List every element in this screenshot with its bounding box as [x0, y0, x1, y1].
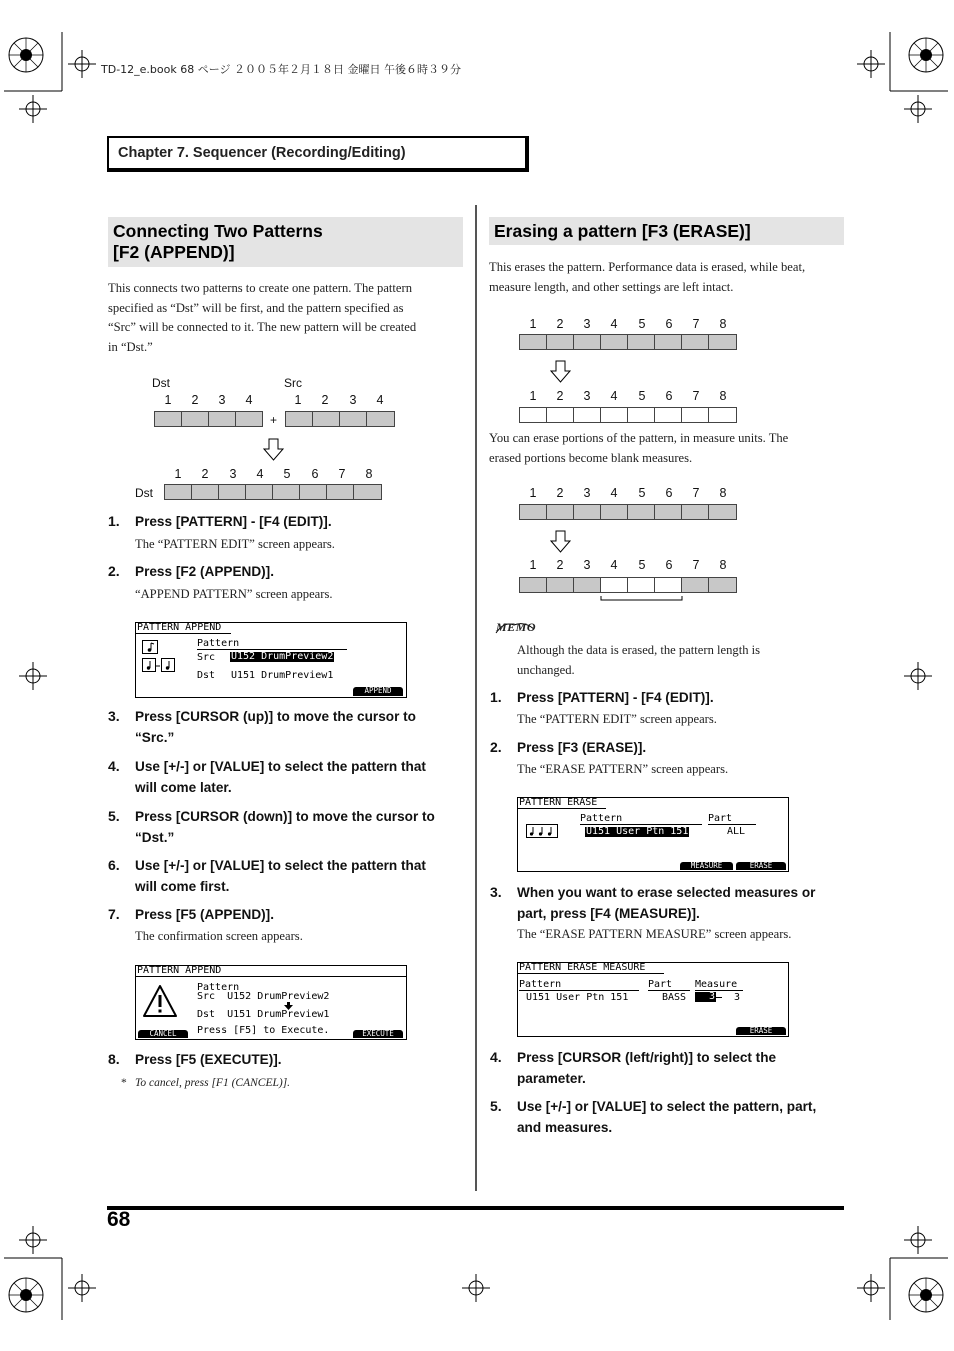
step-number: 3. [490, 884, 502, 900]
dst-label: Dst [152, 376, 170, 390]
measure-num: 8 [719, 486, 727, 500]
range-dash [716, 997, 722, 998]
step-number: 4. [490, 1049, 502, 1065]
step-number: 5. [490, 1098, 502, 1114]
lcd-dst-label: Dst [197, 670, 216, 681]
lcd-pattern-value: U151 User Ptn 151 [586, 826, 689, 837]
lcd-part-label: Part [708, 813, 733, 824]
lcd-pattern-label: Pattern [197, 638, 240, 649]
measure-cell [181, 411, 209, 427]
step-number: 5. [108, 808, 120, 824]
measure-cell [546, 407, 574, 423]
measure-num: 2 [556, 558, 564, 572]
measure-cell [681, 504, 709, 520]
lcd-tab-erase: ERASE [736, 1027, 786, 1035]
step-sub: The “ERASE PATTERN MEASURE” screen appears. [517, 927, 792, 941]
lcd-part-label: Part [648, 979, 673, 990]
measure-cell [681, 577, 709, 593]
step-number: 3. [108, 708, 120, 724]
measure-num: 2 [556, 486, 564, 500]
down-arrow-icon [550, 530, 572, 554]
section-title-line1: Connecting Two Patterns [113, 221, 323, 241]
step-sub: The confirmation screen appears. [135, 929, 303, 943]
lcd-measure-label: Measure [695, 979, 738, 990]
result-dst-label: Dst [135, 486, 153, 500]
step-text-line: Press [CURSOR (up)] to move the cursor to [135, 709, 416, 724]
measure-cell [573, 577, 601, 593]
step-text-line: and measures. [517, 1120, 613, 1135]
down-arrow-icon [263, 438, 285, 462]
measure-num: 1 [529, 389, 537, 403]
measure-cell-erased [627, 577, 655, 593]
result-num: 5 [283, 467, 291, 481]
measure-cell-erased [654, 577, 682, 593]
result-num: 4 [256, 467, 264, 481]
intro-line: measure length, and other settings are left intact. [489, 279, 734, 294]
dst-num: 2 [191, 393, 199, 407]
chapter-box [107, 136, 529, 172]
append-intro [108, 279, 468, 357]
measure-num: 4 [610, 486, 618, 500]
step-text [135, 756, 426, 798]
src-num: 2 [321, 393, 329, 407]
measure-cell [600, 504, 628, 520]
measure-cell [519, 504, 547, 520]
intro-line: This connects two patterns to create one pattern. The pattern [108, 281, 413, 295]
footer-rule [107, 1206, 844, 1210]
lcd-append-confirm-screen [135, 965, 407, 1040]
step-text-line: Use [+/-] or [VALUE] to select the pattern that [135, 858, 426, 873]
step-number: 2. [490, 739, 502, 755]
lcd-src-line: Src U152 DrumPreview2 [197, 991, 330, 1002]
measure-cell [245, 484, 273, 500]
measure-cell [627, 407, 655, 423]
mid-line: erased portions become blank measures. [489, 450, 693, 465]
step-text [517, 1047, 776, 1089]
measure-num: 6 [665, 389, 673, 403]
lcd-measure-to: 3 [734, 992, 741, 1003]
measure-num: 8 [719, 317, 727, 331]
lcd-erase-measure-screen [517, 962, 789, 1037]
memo-text [517, 641, 837, 680]
step-text: Press [PATTERN] - [F4 (EDIT)]. [517, 690, 714, 705]
measure-cell [546, 334, 574, 350]
lcd-title: PATTERN APPEND [137, 965, 222, 976]
result-num: 8 [365, 467, 373, 481]
measure-num: 4 [610, 558, 618, 572]
measure-cell [627, 504, 655, 520]
measure-num: 3 [583, 558, 591, 572]
step-text-line: Use [+/-] or [VALUE] to select the pattern, part, [517, 1099, 817, 1114]
step-text-line: will come first. [135, 879, 230, 894]
lcd-pattern-label: Pattern [519, 979, 562, 990]
lcd-press-line: Press [F5] to Execute. [197, 1025, 330, 1036]
section-title: Erasing a pattern [F3 (ERASE)] [494, 221, 751, 241]
measure-num: 4 [610, 389, 618, 403]
result-num: 6 [311, 467, 319, 481]
step-text [135, 806, 435, 848]
measure-cell [285, 411, 313, 427]
step-number: 2. [108, 563, 120, 579]
measure-num: 1 [529, 486, 537, 500]
memo-line: Although the data is erased, the pattern length is [517, 643, 761, 657]
memo-icon [494, 619, 537, 634]
mid-line: You can erase portions of the pattern, in measure units. The [489, 431, 789, 445]
measure-num: 5 [638, 558, 646, 572]
measure-cell [627, 334, 655, 350]
step-sub: “APPEND PATTERN” screen appears. [135, 587, 333, 601]
step-text-line: will come later. [135, 780, 232, 795]
measure-cell [519, 577, 547, 593]
measure-cell [154, 411, 182, 427]
measure-cell [218, 484, 246, 500]
step-text [135, 855, 426, 897]
lcd-tab-measure: MEASURE [680, 862, 733, 870]
measure-num: 8 [719, 389, 727, 403]
measure-cell [339, 411, 367, 427]
step-text: Press [PATTERN] - [F4 (EDIT)]. [135, 514, 332, 529]
step-text-line: When you want to erase selected measures or [517, 885, 816, 900]
step-text-line: Press [CURSOR (down)] to move the cursor to [135, 809, 435, 824]
step-text: Press [F2 (APPEND)]. [135, 564, 274, 579]
step-text [517, 1096, 816, 1138]
step-text: Press [F5 (EXECUTE)]. [135, 1052, 282, 1067]
page-number: 68 [107, 1208, 131, 1231]
measure-cell [573, 504, 601, 520]
measure-num: 3 [583, 389, 591, 403]
intro-line: in “Dst.” [108, 339, 153, 354]
measure-cell [708, 504, 737, 520]
measure-num: 1 [529, 558, 537, 572]
measure-cell [366, 411, 395, 427]
measure-cell [299, 484, 327, 500]
measure-cell [326, 484, 354, 500]
result-num: 3 [229, 467, 237, 481]
lcd-dst-value: U151 DrumPreview1 [231, 670, 334, 681]
print-header: TD-12_e.book 68 ページ ２００５年２月１８日 金曜日 午後６時３９分 [101, 63, 461, 76]
measure-cell [708, 577, 737, 593]
lcd-erase-screen [517, 797, 789, 872]
src-label: Src [284, 376, 302, 390]
measure-cell [600, 334, 628, 350]
lcd-pattern-value: U151 User Ptn 151 [526, 992, 629, 1003]
step-sub: The “PATTERN EDIT” screen appears. [517, 712, 717, 726]
intro-line: “Src” will be connected to it. The new pattern will be created [108, 320, 417, 334]
measure-cell [681, 334, 709, 350]
measure-num: 3 [583, 317, 591, 331]
step-number: 8. [108, 1051, 120, 1067]
memo-line: unchanged. [517, 662, 575, 677]
step-text-line: part, press [F4 (MEASURE)]. [517, 906, 700, 921]
measure-num: 2 [556, 389, 564, 403]
measure-cell [708, 334, 737, 350]
step-text [135, 706, 416, 748]
result-num: 2 [201, 467, 209, 481]
step-text [517, 882, 815, 924]
chapter-title: Chapter 7. Sequencer (Recording/Editing) [118, 145, 406, 161]
section-heading-append [108, 217, 463, 267]
step-number: 7. [108, 906, 120, 922]
lcd-tab-cancel: CANCEL [138, 1030, 188, 1038]
dst-num: 1 [164, 393, 172, 407]
dst-num: 4 [245, 393, 253, 407]
warning-icon [142, 984, 178, 1018]
measure-num: 7 [692, 389, 700, 403]
erased-range-bracket [600, 596, 684, 604]
down-arrow-icon [550, 360, 572, 384]
measure-cell [312, 411, 340, 427]
lcd-part-value: ALL [727, 826, 746, 837]
measure-cell [708, 407, 737, 423]
measure-cell [191, 484, 219, 500]
step-number: 1. [108, 513, 120, 529]
src-num: 4 [376, 393, 384, 407]
step-text-line: “Src.” [135, 730, 175, 745]
erase-intro [489, 258, 849, 297]
lcd-title: PATTERN APPEND [137, 622, 222, 633]
lcd-tab-execute: EXECUTE [353, 1030, 403, 1038]
measure-cell [164, 484, 192, 500]
step-text-line: “Dst.” [135, 830, 175, 845]
measure-cell [600, 407, 628, 423]
intro-line: This erases the pattern. Performance data is erased, while beat, [489, 260, 806, 274]
lcd-append-screen [135, 622, 407, 698]
lcd-pattern-label: Pattern [197, 982, 240, 993]
measure-num: 7 [692, 558, 700, 572]
measure-num: 5 [638, 317, 646, 331]
measure-num: 5 [638, 486, 646, 500]
lcd-title: PATTERN ERASE MEASURE [519, 962, 646, 973]
dst-num: 3 [218, 393, 226, 407]
measure-num: 8 [719, 558, 727, 572]
plus-sign: + [270, 413, 278, 427]
measure-num: 6 [665, 558, 673, 572]
step-number: 4. [108, 758, 120, 774]
measure-cell [235, 411, 263, 427]
measure-num: 6 [665, 317, 673, 331]
result-num: 1 [174, 467, 182, 481]
measure-cell [573, 334, 601, 350]
intro-line: specified as “Dst” will be first, and the pattern specified as [108, 300, 404, 315]
measure-cell [546, 577, 574, 593]
measure-cell [519, 334, 547, 350]
column-divider [475, 205, 477, 1191]
measure-cell [654, 504, 682, 520]
pattern-pair-icon [142, 658, 176, 672]
measure-cell [573, 407, 601, 423]
measure-num: 3 [583, 486, 591, 500]
step-sub: The “ERASE PATTERN” screen appears. [517, 762, 729, 776]
lcd-part-value: BASS [662, 992, 687, 1003]
step-sub: The “PATTERN EDIT” screen appears. [135, 537, 335, 551]
measure-num: 7 [692, 317, 700, 331]
note-mark: * [121, 1077, 127, 1089]
lcd-dst-line: Dst U151 DrumPreview1 [197, 1009, 330, 1020]
step-number: 6. [108, 857, 120, 873]
measure-cell [681, 407, 709, 423]
measure-num: 4 [610, 317, 618, 331]
step-text-line: parameter. [517, 1071, 586, 1086]
measure-cell [353, 484, 382, 500]
step-text-line: Use [+/-] or [VALUE] to select the pattern that [135, 759, 426, 774]
section-heading-erase [489, 217, 844, 245]
measure-cell [546, 504, 574, 520]
step-text-line: Press [CURSOR (left/right)] to select the [517, 1050, 777, 1065]
erase-mid-text [489, 429, 849, 468]
step-text: Press [F3 (ERASE)]. [517, 740, 647, 755]
measure-cell [208, 411, 236, 427]
measure-cell [654, 407, 682, 423]
lcd-pattern-label: Pattern [580, 813, 623, 824]
memo-label: MEMO [496, 620, 537, 634]
measure-cell-erased [600, 577, 628, 593]
measure-num: 2 [556, 317, 564, 331]
step-text: Press [F5 (APPEND)]. [135, 907, 274, 922]
measure-num: 1 [529, 317, 537, 331]
measure-num: 5 [638, 389, 646, 403]
lcd-measure-from: 3 [695, 992, 716, 1002]
lcd-src-value: U152 DrumPreview2 [231, 651, 334, 662]
cancel-note: To cancel, press [F1 (CANCEL)]. [135, 1077, 291, 1089]
measure-cell [519, 407, 547, 423]
measure-cell [654, 334, 682, 350]
step-number: 1. [490, 689, 502, 705]
src-num: 3 [349, 393, 357, 407]
lcd-tab-append: APPEND [353, 687, 403, 696]
measure-cell [272, 484, 300, 500]
src-num: 1 [294, 393, 302, 407]
all-patterns-icon [526, 824, 558, 838]
section-title-line2: [F2 (APPEND)] [113, 242, 235, 262]
measure-num: 6 [665, 486, 673, 500]
lcd-title: PATTERN ERASE [519, 797, 598, 808]
pattern-icon [142, 640, 158, 654]
lcd-tab-erase: ERASE [736, 862, 786, 870]
lcd-src-label: Src [197, 652, 216, 663]
result-num: 7 [338, 467, 346, 481]
measure-num: 7 [692, 486, 700, 500]
